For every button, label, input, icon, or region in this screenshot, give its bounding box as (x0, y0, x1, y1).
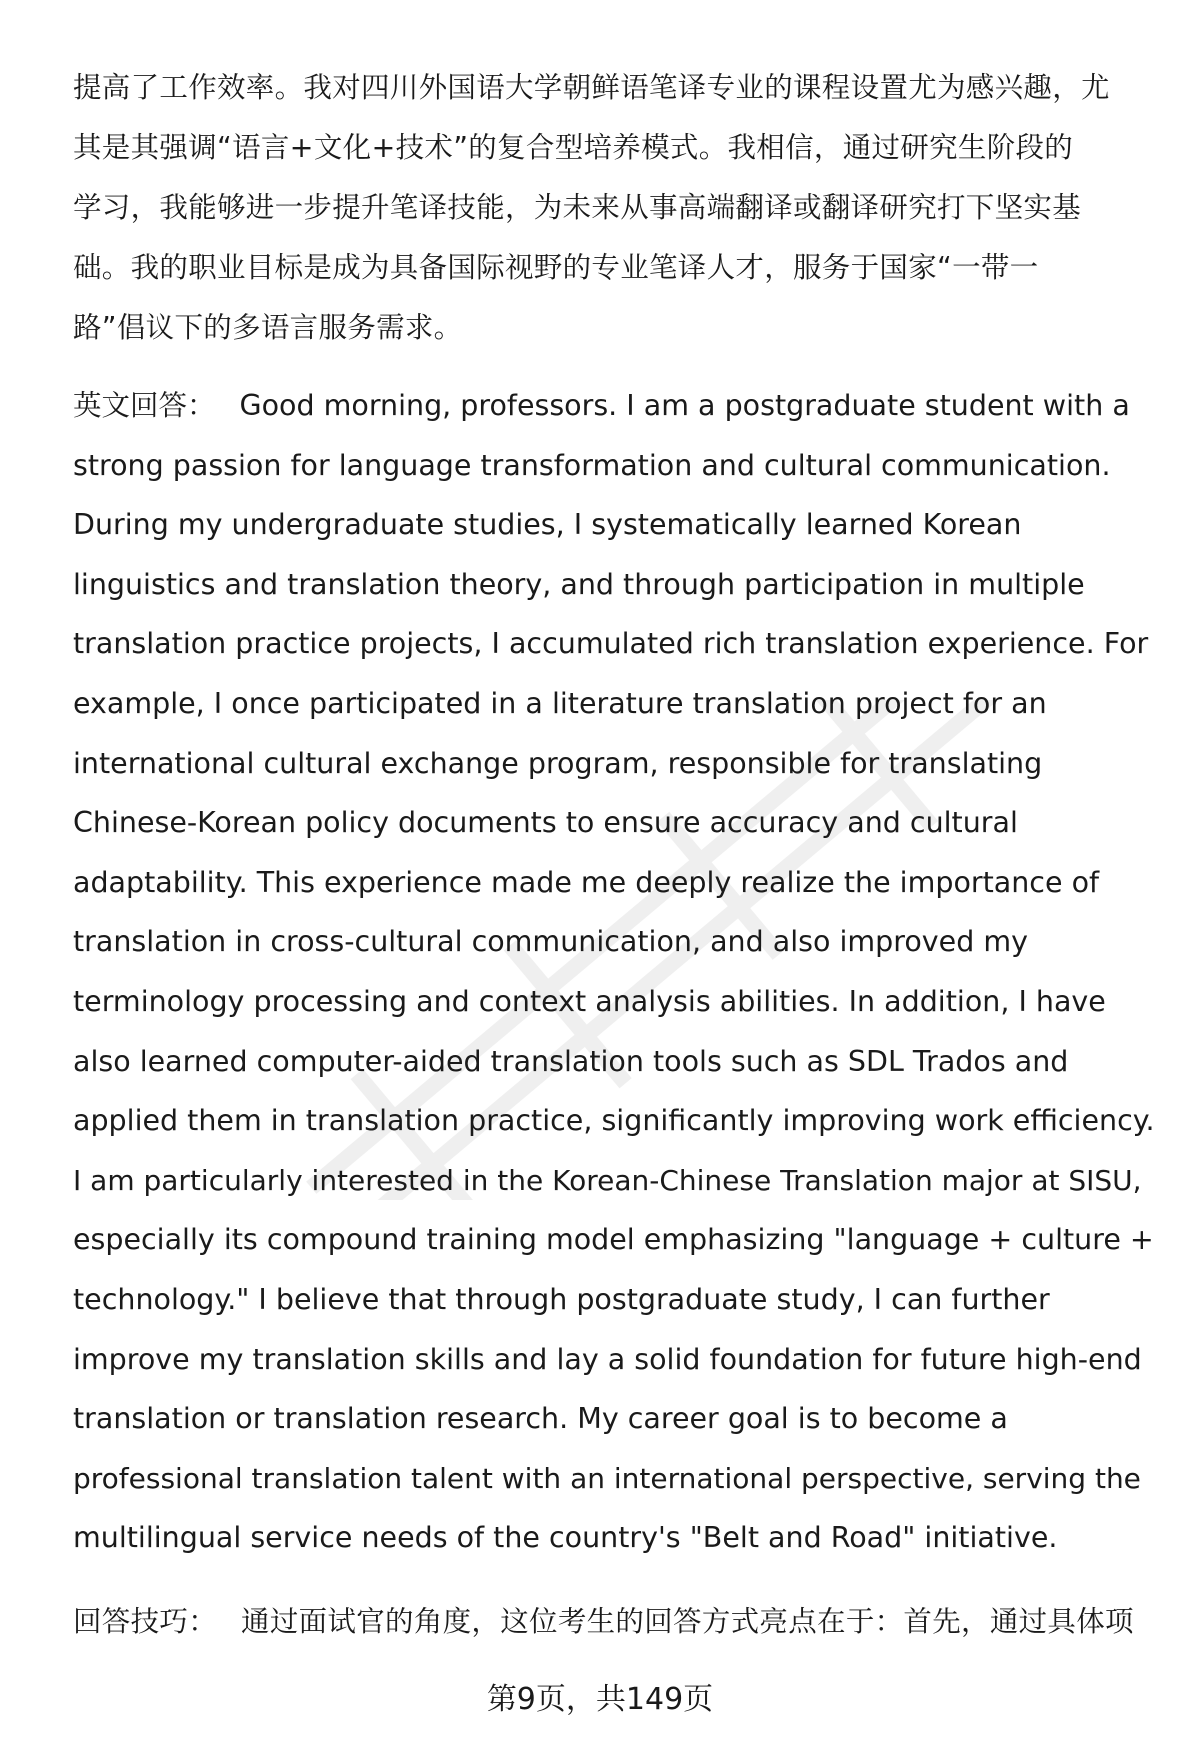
text-line: terminology processing and context analysis abilities. In addition, I have (73, 984, 1106, 1018)
text-line: technology." I believe that through postgraduate study, I can further (73, 1282, 1050, 1316)
chinese-answer-paragraph (73, 58, 1153, 358)
text-line: example, I once participated in a literature translation project for an (73, 686, 1047, 720)
text-line: translation practice projects, I accumulated rich translation experience. For (73, 627, 1149, 661)
text-line: translation or translation research. My career goal is to become a (73, 1402, 1008, 1436)
text-line: strong passion for language transformation and cultural communication. (73, 448, 1111, 482)
text-line: 础。我的职业目标是成为具备国际视野的专业笔译人才，服务于国家“一带一 (73, 251, 1039, 284)
text-line: especially its compound training model emphasizing "language + culture + (73, 1223, 1154, 1257)
text-line: applied them in translation practice, significantly improving work efficiency. (73, 1104, 1155, 1138)
text-line (73, 376, 1153, 436)
text-line: 学习，我能够进一步提升笔译技能，为未来从事高端翻译或翻译研究打下坚实基 (73, 191, 1082, 224)
text-line: 其是其强调“语言+文化+技术”的复合型培养模式。我相信，通过研究生阶段的 (73, 131, 1074, 164)
english-answer-label: 英文回答： (73, 389, 216, 422)
text-line: During my undergraduate studies, I systematically learned Korean (73, 508, 1022, 542)
text-line: 提高了工作效率。我对四川外国语大学朝鲜语笔译专业的课程设置尤为感兴趣，尤 (73, 71, 1110, 104)
english-answer-paragraph (73, 376, 1153, 1568)
answer-tips-paragraph (73, 1592, 1153, 1652)
text-line: multilingual service needs of the country's "Belt and Road" initiative. (73, 1521, 1058, 1555)
text-line: professional translation talent with an international perspective, serving the (73, 1461, 1141, 1495)
text-line: linguistics and translation theory, and through participation in multiple (73, 567, 1085, 601)
text-line: international cultural exchange program, responsible for translating (73, 746, 1043, 780)
text-line: improve my translation skills and lay a solid foundation for future high-end (73, 1342, 1142, 1376)
text-line: Chinese-Korean policy documents to ensure accuracy and cultural (73, 806, 1018, 840)
text-line: adaptability. This experience made me deeply realize the importance of (73, 865, 1100, 899)
text-line: translation in cross-cultural communication, and also improved my (73, 925, 1028, 959)
text-line: I am particularly interested in the Korean-Chinese Translation major at SISU, (73, 1163, 1142, 1197)
text-line: 路”倡议下的多语言服务需求。 (73, 311, 463, 344)
answer-tips-label: 回答技巧： (73, 1605, 218, 1638)
text-line: also learned computer-aided translation tools such as SDL Trados and (73, 1044, 1069, 1078)
text-line (73, 1592, 1153, 1652)
english-answer-first-line: Good morning, professors. I am a postgraduate student with a (239, 389, 1130, 422)
answer-tips-text: 通过面试官的角度，这位考生的回答方式亮点在于：首先，通过具体项 (241, 1605, 1134, 1638)
page-indicator: 第9页，共149页 (486, 1682, 714, 1717)
